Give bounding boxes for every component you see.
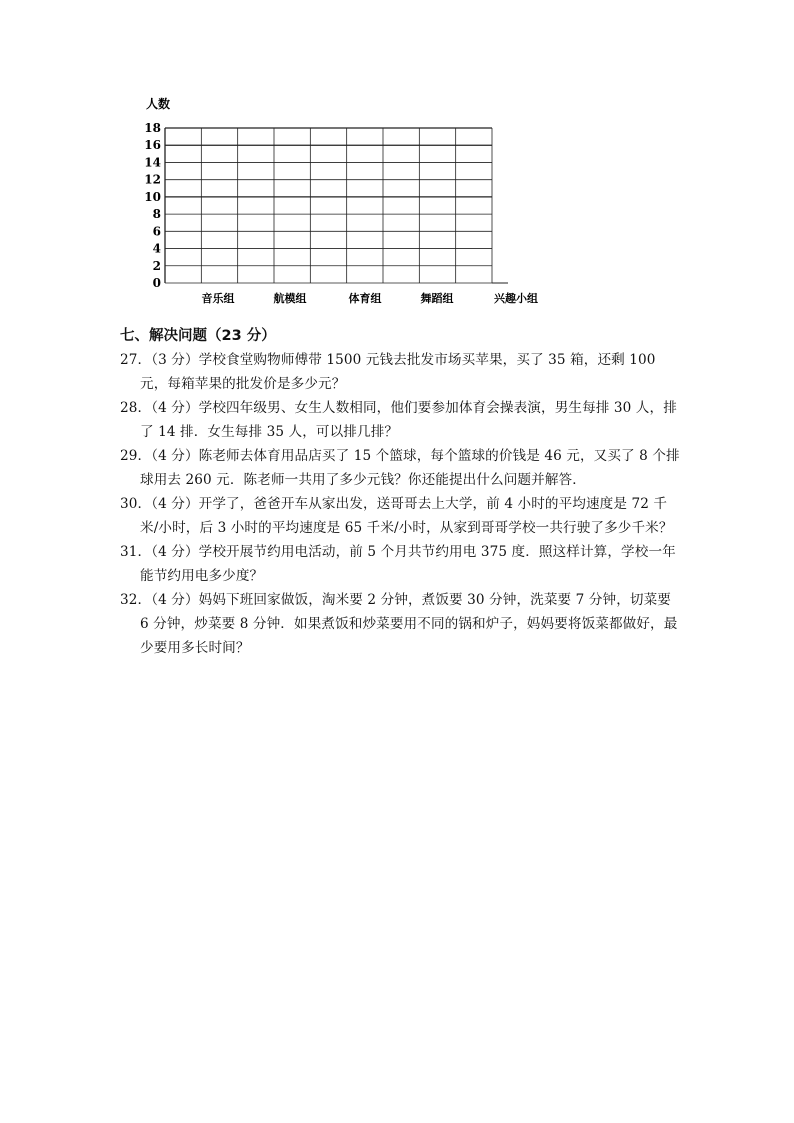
y-tick-label: 14 (144, 155, 161, 170)
question-32 (120, 588, 680, 660)
question-text: （4 分）开学了，爸爸开车从家出发，送哥哥去上大学，前 4 小时的平均速度是 72 千米/小时，后 3 小时的平均速度是 65 千米/小时，从家到哥哥学校一共行驶了多少千米？ (140, 496, 673, 536)
question-28 (120, 396, 680, 444)
question-number: 27． (120, 352, 152, 368)
y-tick-label: 16 (144, 138, 161, 153)
question-text: （3 分）学校食堂购物师傅带 1500 元钱去批发市场买苹果，买了 35 箱，还剩 100 元，每箱苹果的批发价是多少元？ (140, 352, 656, 392)
y-tick-label: 8 (152, 207, 161, 222)
y-tick-label: 0 (152, 276, 161, 290)
x-tick-label: 舞蹈组 (420, 292, 454, 305)
question-text: （4 分）妈妈下班回家做饭，淘米要 2 分钟，煮饭要 30 分钟，洗菜要 7 分钟，切菜要 6 分钟，炒菜要 8 分钟．如果煮饭和炒菜要用不同的锅和炉子，妈妈要将饭菜都做好，最少要用多长时间？ (140, 592, 678, 656)
y-tick-label: 2 (152, 258, 161, 273)
x-tick-label: 兴趣小组 (494, 292, 538, 305)
x-tick-label: 航模组 (273, 292, 307, 305)
question-number: 31． (120, 544, 152, 560)
y-axis-label: 人数 (146, 97, 171, 111)
y-tick-label: 4 (152, 241, 161, 256)
y-tick-label: 18 (144, 121, 161, 135)
question-text: （4 分）陈老师去体育用品店买了 15 个篮球，每个篮球的价钱是 46 元，又买了 8 个排球用去 260 元．陈老师一共用了多少元钱？你还能提出什么问题并解答． (140, 448, 680, 488)
question-number: 28． (120, 400, 152, 416)
x-tick-label: 体育组 (348, 292, 382, 305)
question-list (120, 348, 680, 660)
x-category-labels (202, 291, 539, 305)
question-number: 29． (120, 448, 152, 464)
question-31 (120, 540, 680, 588)
question-29 (120, 444, 680, 492)
question-text: （4 分）学校四年级男、女生人数相同，他们要参加体育会操表演，男生每排 30 人，排了 14 排．女生每排 35 人，可以排几排？ (140, 400, 677, 440)
question-30 (120, 492, 680, 540)
y-tick-label: 6 (152, 224, 161, 239)
y-tick-label: 10 (144, 189, 161, 204)
y-tick-labels (144, 121, 161, 290)
question-text: （4 分）学校开展节约用电活动，前 5 个月共节约用电 375 度．照这样计算，学校一年能节约用电多少度？ (140, 544, 676, 584)
question-number: 32． (120, 592, 152, 608)
section-title: 七、解决问题（23 分） (120, 328, 276, 344)
y-tick-label: 12 (144, 172, 161, 187)
question-27 (120, 348, 680, 396)
bar-chart-grid (130, 90, 570, 310)
x-tick-label: 音乐组 (201, 292, 235, 305)
question-number: 30． (120, 496, 152, 512)
grid-lines (165, 128, 508, 283)
